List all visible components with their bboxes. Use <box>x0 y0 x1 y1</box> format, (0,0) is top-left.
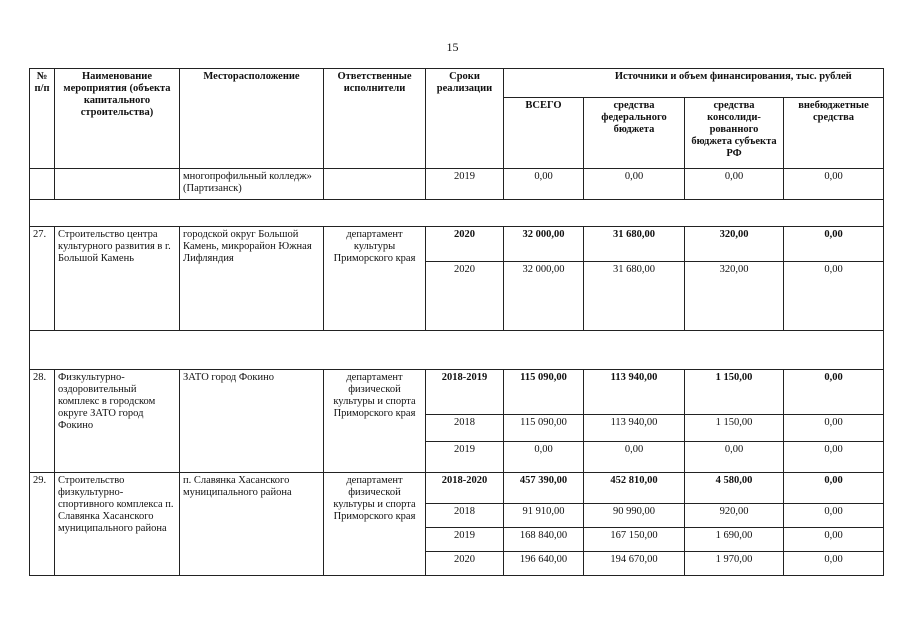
cell-federal: 31 680,00 <box>584 227 685 262</box>
cell-regional: 1 150,00 <box>685 415 784 442</box>
table-row <box>30 370 884 415</box>
cell-year: 2020 <box>426 262 504 331</box>
cell-location: городской округ Большой Камень, микрорайон Южная Лифляндия <box>180 227 324 331</box>
cell-total: 168 840,00 <box>504 528 584 552</box>
cell-name: Строительство центра культурного развития в г. Большой Камень <box>55 227 180 331</box>
cell-total: 32 000,00 <box>504 262 584 331</box>
cell-regional: 0,00 <box>685 442 784 473</box>
cell-federal: 452 810,00 <box>584 473 685 504</box>
cell-federal: 90 990,00 <box>584 504 685 528</box>
cell-total: 32 000,00 <box>504 227 584 262</box>
cell-federal: 113 940,00 <box>584 415 685 442</box>
table-row <box>30 169 884 200</box>
cell-federal: 113 940,00 <box>584 370 685 415</box>
cell-num: 29. <box>30 473 55 576</box>
cell-year: 2020 <box>426 552 504 576</box>
cell-name: Строительство физкультурно-спортивного комплекса п. Славянка Хасанского муниципального района <box>55 473 180 576</box>
cell-offbudget: 0,00 <box>784 262 884 331</box>
cell-federal: 0,00 <box>584 169 685 200</box>
cell-federal: 0,00 <box>584 442 685 473</box>
cell-offbudget: 0,00 <box>784 552 884 576</box>
cell-total: 115 090,00 <box>504 370 584 415</box>
cell-regional: 920,00 <box>685 504 784 528</box>
cell-period: 2020 <box>426 227 504 262</box>
cell-regional: 1 970,00 <box>685 552 784 576</box>
cell-location: многопрофильный колледж» (Партизанск) <box>180 169 324 200</box>
table-row <box>30 227 884 262</box>
cell-period: 2018-2020 <box>426 473 504 504</box>
table-spacer <box>30 200 884 227</box>
cell-year: 2018 <box>426 504 504 528</box>
header-total: ВСЕГО <box>504 98 584 169</box>
header-sources-blank <box>504 69 584 98</box>
cell-regional: 4 580,00 <box>685 473 784 504</box>
page-number: 15 <box>446 40 459 54</box>
cell-total: 91 910,00 <box>504 504 584 528</box>
cell-num: 27. <box>30 227 55 331</box>
cell-offbudget: 0,00 <box>784 528 884 552</box>
cell-responsible: департамент культуры Приморского края <box>324 227 426 331</box>
header-num: № п/п <box>30 69 55 169</box>
header-regional: средства консолиди-рованного бюджета субъекта РФ <box>685 98 784 169</box>
cell-offbudget: 0,00 <box>784 415 884 442</box>
cell-year: 2018 <box>426 415 504 442</box>
header-responsible: Ответственные исполнители <box>324 69 426 169</box>
cell-location: п. Славянка Хасанского муниципального района <box>180 473 324 576</box>
cell-regional: 320,00 <box>685 262 784 331</box>
financing-table <box>29 68 884 576</box>
cell-total: 0,00 <box>504 169 584 200</box>
cell-federal: 194 670,00 <box>584 552 685 576</box>
cell-num: 28. <box>30 370 55 473</box>
cell-offbudget: 0,00 <box>784 473 884 504</box>
cell-year: 2019 <box>426 442 504 473</box>
header-offbudget: внебюджетные средства <box>784 98 884 169</box>
cell-regional: 1 150,00 <box>685 370 784 415</box>
table-spacer <box>30 331 884 370</box>
cell-federal: 31 680,00 <box>584 262 685 331</box>
cell-responsible: департамент физической культуры и спорта Приморского края <box>324 473 426 576</box>
header-location: Месторасположение <box>180 69 324 169</box>
cell-year: 2019 <box>426 169 504 200</box>
header-terms: Сроки реализации <box>426 69 504 169</box>
table-row <box>30 473 884 504</box>
cell-offbudget: 0,00 <box>784 370 884 415</box>
cell-year: 2019 <box>426 528 504 552</box>
header-sources: Источники и объем финансирования, тыс. рублей <box>584 69 884 98</box>
cell-location: ЗАТО город Фокино <box>180 370 324 473</box>
cell-total: 196 640,00 <box>504 552 584 576</box>
cell-name: Физкультурно-оздоровительный комплекс в городском округе ЗАТО город Фокино <box>55 370 180 473</box>
header-name: Наименование мероприятия (объекта капитального строительства) <box>55 69 180 169</box>
cell-regional: 320,00 <box>685 227 784 262</box>
cell-total: 115 090,00 <box>504 415 584 442</box>
cell-regional: 1 690,00 <box>685 528 784 552</box>
cell-offbudget: 0,00 <box>784 442 884 473</box>
header-federal: средства федерального бюджета <box>584 98 685 169</box>
cell-regional: 0,00 <box>685 169 784 200</box>
cell-responsible: департамент физической культуры и спорта Приморского края <box>324 370 426 473</box>
cell-offbudget: 0,00 <box>784 227 884 262</box>
cell-total: 457 390,00 <box>504 473 584 504</box>
cell-offbudget: 0,00 <box>784 504 884 528</box>
cell-federal: 167 150,00 <box>584 528 685 552</box>
cell-period: 2018-2019 <box>426 370 504 415</box>
cell-offbudget: 0,00 <box>784 169 884 200</box>
cell-total: 0,00 <box>504 442 584 473</box>
